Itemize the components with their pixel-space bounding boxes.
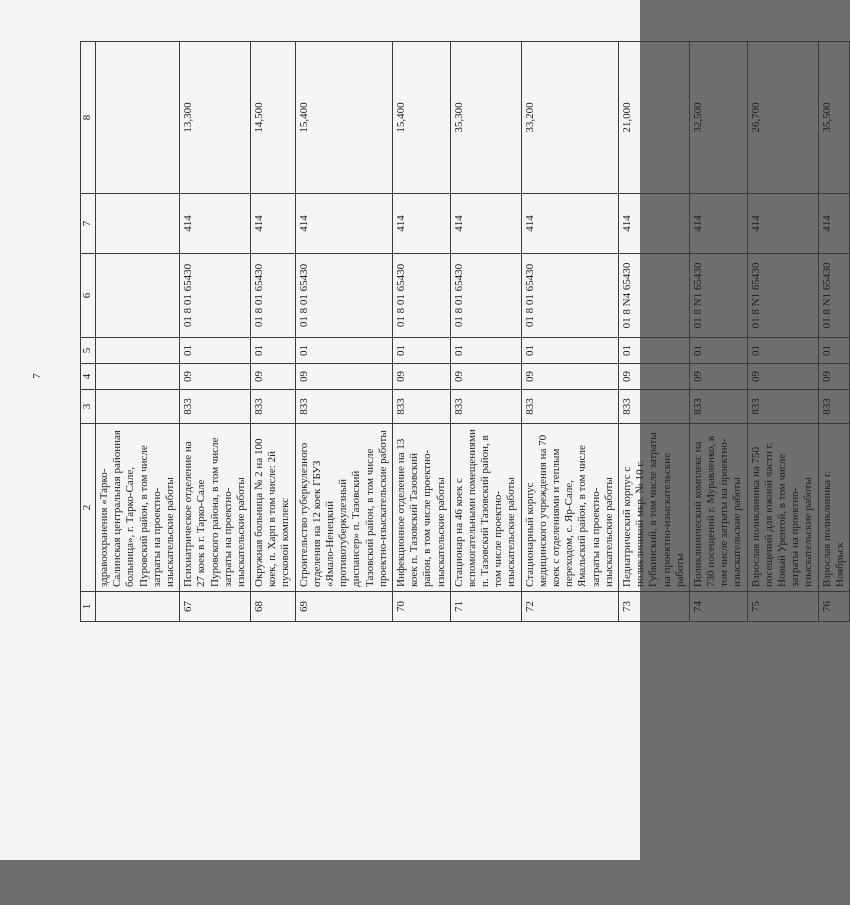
cell-4: 09 [689,364,747,390]
row-number [96,592,180,622]
cell-7: 414 [450,194,521,254]
row-number: 67 [180,592,251,622]
cell-4: 09 [251,364,296,390]
row-number: 76 [818,592,849,622]
cell-3: 833 [392,390,450,424]
table-row [747,42,818,622]
cell-5: 01 [251,338,296,364]
cell-6: 01 8 01 65430 [251,254,296,338]
cell-3 [96,390,180,424]
cell-3: 833 [251,390,296,424]
header-cell: 6 [81,254,96,338]
budget-table [80,41,850,622]
rotated-table-container [80,42,846,622]
cell-7: 414 [180,194,251,254]
table-row [521,42,618,622]
cell-8: 13,300 [180,42,251,194]
cell-8: 15,400 [295,42,392,194]
row-number: 73 [618,592,689,622]
cell-5: 01 [450,338,521,364]
cell-8: 14,500 [251,42,296,194]
cell-5: 01 [747,338,818,364]
cell-8 [96,42,180,194]
cell-4: 09 [180,364,251,390]
cell-7: 414 [818,194,849,254]
object-name: Взрослая поликлиника на 750 посещений для южной части г. Новый Уренгой, в том числе затраты на проектно-изыскательские работы [747,424,818,592]
object-name: Стационар на 46 коек с вспомогательными помещениями п. Тазовский Тазовский район, в том числе проектно-изыскательские работы [450,424,521,592]
table-row [392,42,450,622]
table-row [618,42,689,622]
cell-7: 414 [689,194,747,254]
object-name: Поликлинический комплекс на 730 посещений г. Муравленко, в том числе затраты на проектно-изыскательские работы [689,424,747,592]
cell-7 [96,194,180,254]
table-row [295,42,392,622]
table-row [689,42,747,622]
table-row [450,42,521,622]
cell-8: 35,300 [450,42,521,194]
cell-6: 01 8 01 65430 [521,254,618,338]
table-row [818,42,849,622]
cell-4: 09 [450,364,521,390]
row-number: 71 [450,592,521,622]
cell-4: 09 [521,364,618,390]
object-name: Инфекционное отделение на 13 коек п. Тазовский Тазовский район, в том числе проектно-изыскательские работы [392,424,450,592]
cell-5: 01 [392,338,450,364]
row-number: 70 [392,592,450,622]
table-row [96,42,180,622]
cell-4: 09 [747,364,818,390]
cell-4: 09 [392,364,450,390]
cell-3: 833 [450,390,521,424]
header-cell: 5 [81,338,96,364]
cell-6: 01 8 N4 65430 [618,254,689,338]
cell-3: 833 [295,390,392,424]
cell-4: 09 [618,364,689,390]
cell-8: 32,500 [689,42,747,194]
cell-6: 01 8 01 65430 [295,254,392,338]
object-name: Стационарный корпус медицинского учреждения на 70 коек с отделениями и теплым переходом, с. Яр-Сале, Ямальский район, в том числе затраты на проектно-изыскательские работы [521,424,618,592]
cell-6: 01 8 01 65430 [450,254,521,338]
object-name: Психиатрическое отделение на 27 коек в г. Тарко-Сале Пуровского района, в том числе затраты на проектно-изыскательские работы [180,424,251,592]
cell-6: 01 8 N1 65430 [818,254,849,338]
header-cell: 7 [81,194,96,254]
row-number: 68 [251,592,296,622]
object-name: Педиатрический корпус с поликлиникой мкр. № 10 г. Губкинский, в том числе затраты на проектно-изыскательские работы [618,424,689,592]
row-number: 72 [521,592,618,622]
row-number: 69 [295,592,392,622]
header-cell: 1 [81,592,96,622]
header-cell: 3 [81,390,96,424]
cell-7: 414 [392,194,450,254]
cell-5: 01 [618,338,689,364]
cell-7: 414 [251,194,296,254]
cell-7: 414 [747,194,818,254]
cell-6: 01 8 01 65430 [392,254,450,338]
cell-6 [96,254,180,338]
header-cell: 8 [81,42,96,194]
cell-7: 414 [618,194,689,254]
cell-3: 833 [521,390,618,424]
header-row [81,42,96,622]
cell-5 [96,338,180,364]
table-row [251,42,296,622]
cell-3: 833 [180,390,251,424]
cell-8: 15,400 [392,42,450,194]
cell-5: 01 [295,338,392,364]
cell-8: 35,500 [818,42,849,194]
object-name: здравоохранения «Тарко-Салинская центральная районная больница», г. Тарко-Сале, Пуровский район, в том числе затраты на проектно-изыскательские работы [96,424,180,592]
cell-8: 26,700 [747,42,818,194]
object-name: Строительство туберкулезного отделения на 12 коек ГБУЗ «Ямало-Ненецкий противотуберкулезный диспансер» п. Тазовский Тазовский район, в том числе проектно-изыскательские работы [295,424,392,592]
row-number: 75 [747,592,818,622]
cell-4 [96,364,180,390]
cell-6: 01 8 N1 65430 [689,254,747,338]
header-cell: 4 [81,364,96,390]
cell-4: 09 [295,364,392,390]
cell-6: 01 8 01 65430 [180,254,251,338]
cell-5: 01 [818,338,849,364]
cell-3: 833 [689,390,747,424]
cell-3: 833 [818,390,849,424]
object-name: Взрослая поликлиника г. Ноябрьск [818,424,849,592]
object-name: Окружная больница № 2 на 100 коек, п. Харп в том числе: 2й пусковой комплекс [251,424,296,592]
cell-7: 414 [521,194,618,254]
cell-6: 01 8 N1 65430 [747,254,818,338]
cell-7: 414 [295,194,392,254]
row-number: 74 [689,592,747,622]
cell-5: 01 [689,338,747,364]
table-row [180,42,251,622]
cell-5: 01 [521,338,618,364]
cell-4: 09 [818,364,849,390]
header-cell: 2 [81,424,96,592]
cell-8: 21,000 [618,42,689,194]
cell-8: 33,200 [521,42,618,194]
cell-3: 833 [618,390,689,424]
cell-3: 833 [747,390,818,424]
cell-5: 01 [180,338,251,364]
page-number: 7 [30,373,43,379]
